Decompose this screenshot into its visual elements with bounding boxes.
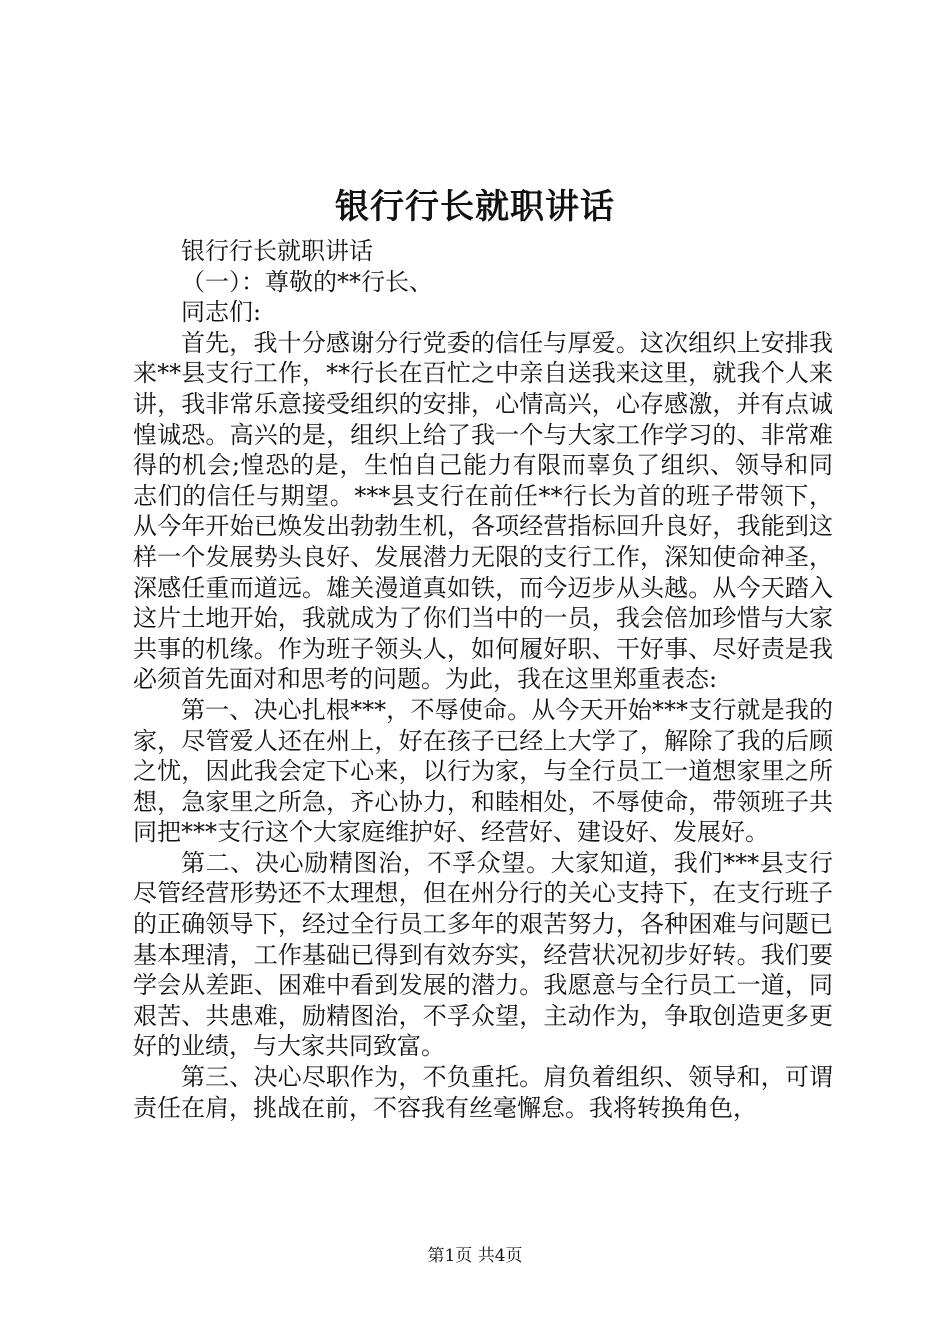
document-title: 银行行长就职讲话 — [335, 187, 615, 227]
body-paragraph-intro: 首先，我十分感谢分行党委的信任与厚爱。这次组织上安排我来**县支行工作，**行长在百忙之中亲自送我来这里，就我个人来讲，我非常乐意接受组织的安排，心情高兴，心存感激，并有点诚惶诚恐。高兴的是，组织上给了我一个与大家工作学习的、非常难得的机会;惶恐的是，生怕自己能力有限而辜负了组织、领导和同志们的信任与期望。***县支行在前任**行长为首的班子带领下，从今年开始已焕发出勃勃生机，各项经营指标回升良好，我能到这样一个发展势头良好、发展潜力无限的支行工作，深知使命神圣，深感任重而道远。雄关漫道真如铁，而今迈步从头越。从今天踏入这片土地开始，我就成为了你们当中的一员，我会倍加珍惜与大家共事的机缘。作为班子领头人，如何履好职、干好事、尽好责是我必须首先面对和思考的问题。为此，我在这里郑重表态: — [133, 328, 833, 694]
body-paragraph-first: 第一、决心扎根***，不辱使命。从今天开始***支行就是我的家，尽管爱人还在州上，好在孩子已经上大学了，解除了我的后顾之忧，因此我会定下心来，以行为家，与全行员工一道想家里之所想，急家里之所急，齐心协力，和睦相处，不辱使命，带领班子共同把***支行这个大家庭维护好、经营好、建设好、发展好。 — [133, 695, 833, 847]
page-number-footer: 第1页 共4页 — [427, 1246, 523, 1266]
body-paragraph-third: 第三、决心尽职作为，不负重托。肩负着组织、领导和，可谓责任在肩，挑战在前，不容我有丝毫懈怠。我将转换角色， — [133, 1063, 833, 1122]
document-body — [133, 236, 833, 1123]
body-paragraph-greeting: 同志们: — [181, 298, 262, 327]
body-paragraph-heading: 银行行长就职讲话 — [181, 237, 373, 265]
body-paragraph-second: 第二、决心励精图治，不孚众望。大家知道，我们***县支行尽管经营形势还不太理想，但在州分行的关心支持下，在支行班子的正确领导下，经过全行员工多年的艰苦努力，各种困难与问题已基本理清，工作基础已得到有效夯实，经营状况初步好转。我们要学会从差距、困难中看到发展的潜力。我愿意与全行员工一道，同艰苦、共患难，励精图治，不孚众望，主动作为，争取创造更多更好的业绩，与大家共同致富。 — [133, 848, 833, 1061]
body-paragraph-salutation: （一）：尊敬的**行长、 — [181, 267, 433, 296]
